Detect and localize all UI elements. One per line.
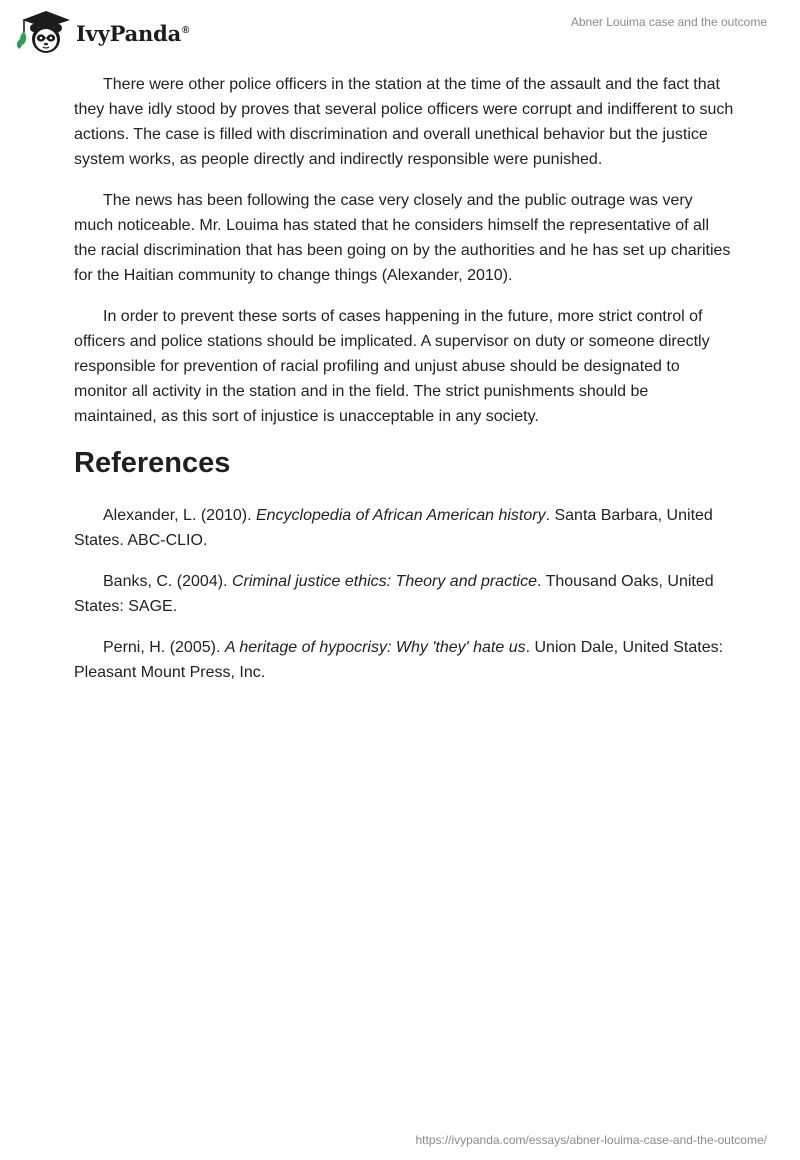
reference-author: Perni, H. (2005).: [103, 639, 225, 656]
reference-publisher: . Thousand Oaks, United States: SAGE.: [74, 573, 714, 615]
essay-content: [74, 72, 734, 701]
source-url-link[interactable]: https://ivypanda.com/essays/abner-louima-case-and-the-outcome/: [415, 1133, 767, 1147]
ivypanda-logo[interactable]: [14, 8, 189, 56]
body-paragraph: There were other police officers in the station at the time of the assault and the fact that they have idly stood by proves that several police officers were corrupt and indifferent to such actions. The case is filled with discrimination and overall unethical behavior but the justice system works, as people directly and indirectly responsible were punished.: [74, 76, 734, 168]
reference-item: [74, 569, 734, 619]
reference-title: Encyclopedia of African American history: [255, 507, 546, 524]
reference-publisher: . Santa Barbara, United States. ABC-CLIO.: [74, 507, 713, 549]
reference-title: Criminal justice ethics: Theory and practice: [231, 573, 537, 590]
body-paragraph: The news has been following the case very closely and the public outrage was very much noticeable. Mr. Louima has stated that he considers himself the representative of all the racial discrimination that has been going on by the authorities and he has set up charities for the Haitian community to change things (Alexander, 2010).: [74, 192, 731, 284]
reference-author: Banks, C. (2004).: [103, 573, 232, 590]
page-header: [0, 0, 800, 64]
registered-mark: ®: [182, 24, 190, 36]
body-paragraph: In order to prevent these sorts of cases happening in the future, more strict control of officers and police stations should be implicated. A supervisor on duty or someone directly responsible for prevention of racial profiling and unjust abuse should be designated to monitor all activity in the station and in the field. The strict punishments should be maintained, as this sort of injustice is unacceptable in any society.: [74, 308, 710, 425]
references-heading: References: [74, 447, 231, 479]
brand-name: IvyPanda®: [76, 20, 190, 46]
panda-graduate-logo-icon: [14, 8, 72, 56]
reference-author: Alexander, L. (2010).: [103, 507, 256, 524]
document-title: Abner Louima case and the outcome: [570, 15, 767, 29]
reference-publisher: . Union Dale, United States: Pleasant Mount Press, Inc.: [74, 639, 724, 681]
reference-item: [74, 635, 734, 685]
reference-item: [74, 503, 734, 553]
reference-title: A heritage of hypocrisy: Why 'they' hate us: [224, 639, 526, 656]
